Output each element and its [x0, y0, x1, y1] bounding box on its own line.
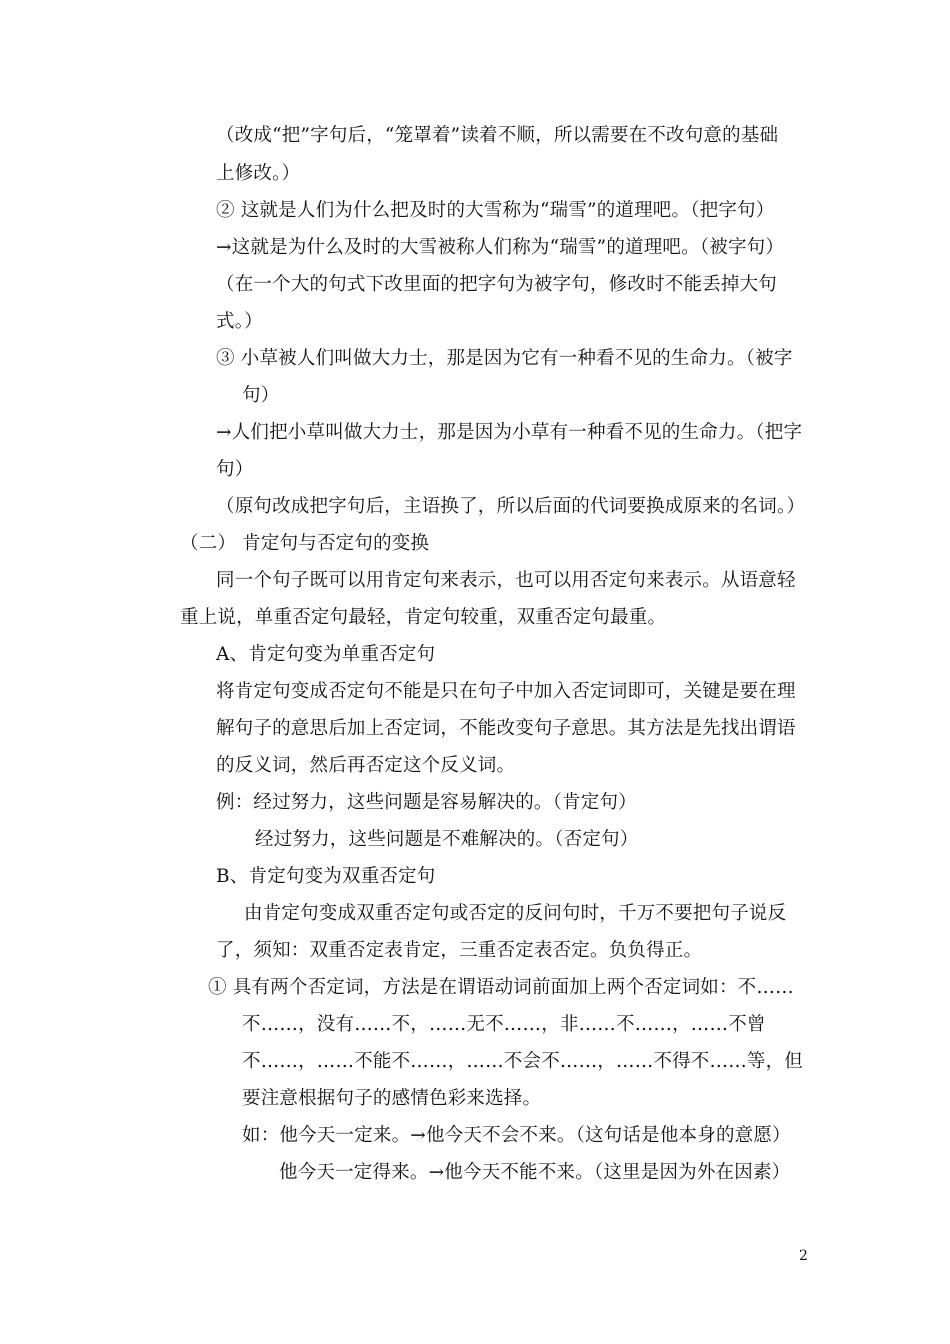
text-line: 不……，……不能不……，……不会不……，……不得不……等，但 [242, 1051, 804, 1072]
text-line: （改成“把”字句后，“笼罩着”读着不顺，所以需要在不改句意的基础 [216, 125, 779, 146]
text-line: 句） [242, 385, 280, 406]
text-line: 由肯定句变成双重否定句或否定的反问句时，千万不要把句子说反 [244, 903, 787, 924]
text-line: 重上说，单重否定句最轻，肯定句较重，双重否定句最重。 [180, 607, 667, 628]
subheading: B、肯定句变为双重否定句 [216, 866, 436, 887]
text-line: 句） [216, 459, 254, 480]
text-line: 将肯定句变成否定句不能是只在句子中加入否定词即可，关键是要在理 [216, 681, 796, 702]
text-line: →人们把小草叫做大力士，那是因为小草有一种看不见的生命力。（把字 [216, 422, 803, 443]
text-line: 式。） [216, 311, 263, 332]
text-line: ② 这就是人们为什么把及时的大雪称为“瑞雪”的道理吧。（把字句） [216, 200, 775, 221]
text-line: （原句改成把字句后，主语换了，所以后面的代词要换成原来的名词。） [216, 496, 806, 517]
text-line: ③ 小草被人们叫做大力士，那是因为它有一种看不见的生命力。（被字 [216, 348, 793, 369]
subheading: A、肯定句变为单重否定句 [216, 644, 436, 665]
text-line: 的反义词，然后再否定这个反义词。 [216, 755, 516, 776]
text-line: 不……，没有……不，……无不……，非……不……，……不曾 [242, 1014, 766, 1035]
text-line: （在一个大的句式下改里面的把字句为被字句，修改时不能丢掉大句 [216, 274, 778, 295]
text-line: 例：经过努力，这些问题是容易解决的。（肯定句） [216, 792, 637, 813]
text-line: 同一个句子既可以用肯定句来表示，也可以用否定句来表示。从语意轻 [216, 570, 796, 591]
text-line: 经过努力，这些问题是不难解决的。（否定句） [255, 829, 639, 850]
text-line: 上修改。） [216, 163, 301, 184]
text-line: 解句子的意思后加上否定词，不能改变句子意思。其方法是先找出谓语 [216, 718, 796, 739]
text-line: 他今天一定得来。→他今天不能不来。（这里是因为外在因素） [279, 1162, 791, 1183]
text-line: →这就是为什么及时的大雪被称人们称为“瑞雪”的道理吧。（被字句） [216, 237, 785, 258]
text-line: 了，须知：双重否定表肯定，三重否定表否定。负负得正。 [216, 940, 703, 961]
text-line: 要注意根据句子的感情色彩来选择。 [242, 1088, 542, 1109]
text-line: ① 具有两个否定词，方法是在谓语动词前面加上两个否定词如：不…… [208, 977, 794, 998]
text-line: 如：他今天一定来。→他今天不会不来。（这句话是他本身的意愿） [242, 1125, 791, 1146]
page-number: 2 [799, 1248, 808, 1264]
section-heading: （二） 肯定句与否定句的变换 [180, 533, 430, 554]
